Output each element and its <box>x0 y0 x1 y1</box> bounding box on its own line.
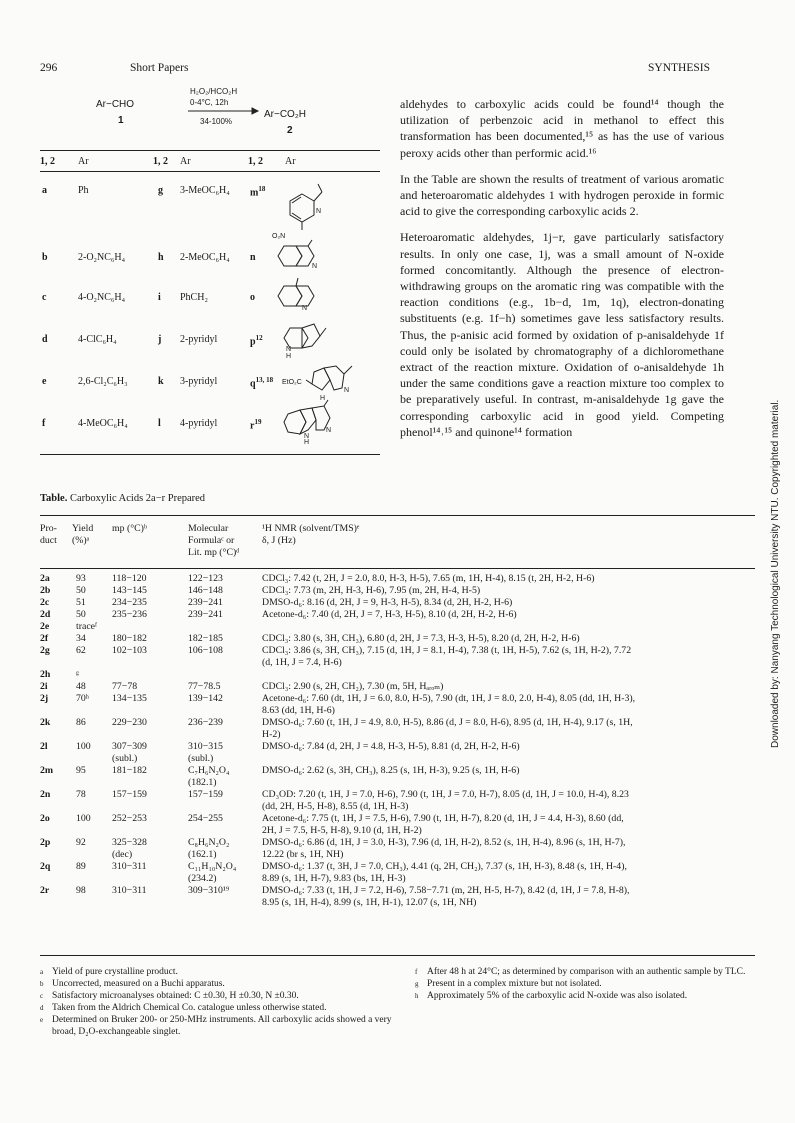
table-cell-product: 2p <box>40 837 51 848</box>
compound-ar: 2-MeOC₆H₄ <box>180 252 230 263</box>
compound-id: n <box>250 252 256 263</box>
table-cell-yield: 51 <box>76 597 86 608</box>
table-cell-mp: 252−253 <box>112 813 147 824</box>
table-cell-mp: 143−145 <box>112 585 147 596</box>
body-paragraph: In the Table are shown the results of treatment of various aromatic and heteroaromatic aldehydes 1 with hydrogen peroxide in formic acid to give the corresponding carboxylic acids 2. <box>400 171 724 219</box>
table-cell-mp: 118−120 <box>112 573 147 584</box>
table-cell-nmr: Acetone-d₆: 7.75 (t, 1H, J = 7.5, H-6), 7.90 (t, 1H, H-7), 8.20 (d, 1H, J = 4.4, H-3), 8.60 (dd, 2H, J = 7.5, H-5, H-8), 9.10 (d, 1H, H-2) <box>262 813 624 836</box>
table-body <box>40 573 755 953</box>
footnote <box>40 990 395 1002</box>
table-cell-mp: 102−103 <box>112 645 147 656</box>
table-cell-yield: 86 <box>76 717 86 728</box>
compound-id: $m^{18}$ <box>250 185 266 199</box>
footnote <box>40 966 395 978</box>
download-watermark: Downloaded by: Nanyang Technological University NTU. Copyrighted material. <box>770 399 781 748</box>
compound-id: a <box>42 185 47 196</box>
compound-id: f <box>42 418 46 429</box>
azaindole-ester-structure <box>306 360 366 402</box>
compound-id: h <box>158 252 164 263</box>
compound-id: g <box>158 185 163 196</box>
table-cell-mp: 310−311 <box>112 885 147 896</box>
table-cell-mp: 180−182 <box>112 633 147 644</box>
svg-text:N: N <box>302 305 308 312</box>
scheme-product: Ar−CO₂H <box>264 109 306 120</box>
table-cell-product: 2i <box>40 681 48 692</box>
footnote <box>40 1014 395 1038</box>
body-text-column <box>400 96 724 440</box>
table-cell-yield: 62 <box>76 645 86 656</box>
table-cell-mp: 181−182 <box>112 765 147 776</box>
col-header-3: 1, 2 <box>153 156 168 167</box>
compound-ar: 2-O₂NC₆H₄ <box>78 252 126 263</box>
col-header-2: Ar <box>78 156 89 167</box>
table-cell-formula: 139−142 <box>188 693 223 704</box>
table-cell-product: 2n <box>40 789 51 800</box>
table-caption: Table. Carboxylic Acids 2a−r Prepared <box>40 493 206 504</box>
compound-ar: Ph <box>78 185 89 196</box>
table-cell-formula: C₇H₆N₂O₄ (182.1) <box>188 765 230 788</box>
table-cell-mp: 157−159 <box>112 789 147 800</box>
footnote-text: Yield of pure crystalline product. <box>52 967 178 977</box>
table-cell-nmr: CDCl₃: 2.90 (s, 2H, CH₂), 7.30 (m, 5H, Hₐᵣₒₘ) <box>262 681 444 692</box>
svg-text:N: N <box>326 427 332 434</box>
footnote <box>415 966 755 978</box>
svg-text:N: N <box>304 433 310 440</box>
table-cell-mp: 77−78 <box>112 681 138 692</box>
table-cell-product: 2q <box>40 861 51 872</box>
footnote <box>415 990 755 1002</box>
footnotes-right <box>415 966 755 1002</box>
table-cell-product: 2o <box>40 813 50 824</box>
svg-text:N: N <box>286 346 292 353</box>
footnote-mark: d <box>40 1004 44 1012</box>
table-cell-yield: 93 <box>76 573 86 584</box>
indole-structure <box>282 318 342 358</box>
compound-ar: 4-ClC₆H₄ <box>78 334 117 345</box>
table-cell-yield: 100 <box>76 741 91 752</box>
col-header-6: Ar <box>285 156 296 167</box>
table-cell-product: 2k <box>40 717 51 728</box>
table-cell-nmr: Acetone-d₆: 7.40 (d, 2H, J = 7, H-3, H-5), 8.10 (d, 2H, H-2, H-6) <box>262 609 517 620</box>
body-paragraph: aldehydes to carboxylic acids could be found¹⁴ though the utilization of perbenzoic acid in methanol to effect this transformation has been documented,¹⁵ as has the use of various peroxy acids other than performic acid.¹⁶ <box>400 97 724 160</box>
compound-ar: PhCH₂ <box>180 292 208 303</box>
table-cell-formula: 239−241 <box>188 597 223 608</box>
svg-text:N: N <box>316 208 322 215</box>
table-cell-formula: 310−315 (subl.) <box>188 741 223 764</box>
header-formula: Molecular Formulaᶜ or Lit. mp (°C)ᵈ <box>188 523 240 558</box>
footnote-text: Present in a complex mixture but not isolated. <box>427 979 602 989</box>
compound-ar: 4-O₂NC₆H₄ <box>78 292 126 303</box>
footnotes-left <box>40 966 395 1038</box>
svg-text:H: H <box>286 353 292 360</box>
table-cell-yield: 100 <box>76 813 91 824</box>
compound-ar: 4-pyridyl <box>180 418 218 429</box>
col-header-5: 1, 2 <box>248 156 263 167</box>
table-cell-mp: 310−311 <box>112 861 147 872</box>
table-cell-yield: 50 <box>76 585 86 596</box>
table-cell-yield: 50 <box>76 609 86 620</box>
table-cell-nmr: DMSO-d₆: 7.33 (t, 1H, J = 7.2, H-6), 7.58−7.71 (m, 2H, H-5, H-7), 8.42 (d, 1H, J = 7.8, H-8), 8.95 (s, 1H, H-4), 8.99 (s, 1H, H-1), 12.07 (s, 1H, NH) <box>262 885 630 908</box>
svg-text:N: N <box>344 387 350 394</box>
table-cell-mp: 229−230 <box>112 717 147 728</box>
table-cell-formula: C₁₁H₁₀N₂O₄ (234.2) <box>188 861 237 884</box>
table-header-rule <box>40 568 755 569</box>
compound-id: k <box>158 376 164 387</box>
table-cell-nmr: CDCl₃: 7.42 (t, 2H, J = 2.0, 8.0, H-3, H-5), 7.65 (m, 1H, H-4), 8.15 (t, 2H, H-2, H-6) <box>262 573 595 584</box>
table-cell-mp: 325−328 (dec) <box>112 837 147 860</box>
compound-ar: 4-MeOC₆H₄ <box>78 418 128 429</box>
table-cell-formula: 146−148 <box>188 585 223 596</box>
table-cell-product: 2e <box>40 621 50 632</box>
table-cell-nmr: CD₃OD: 7.20 (t, 1H, J = 7.0, H-6), 7.90 (t, 1H, J = 7.0, H-7), 8.05 (d, 1H, J = 10.0, H-4), 8.23 (dd, 2H, H-5, H-8), 8.55 (d, 1H, H-3) <box>262 789 629 812</box>
structure-label: EtO₂C <box>282 379 302 386</box>
table-top-rule <box>40 515 755 516</box>
compound-id: c <box>42 292 47 303</box>
footnote-text: Satisfactory microanalyses obtained: C ±0.30, H ±0.30, N ±0.30. <box>52 991 299 1001</box>
scheme-conditions: 0-4°C, 12h <box>190 98 229 107</box>
scheme-arrow <box>188 108 258 114</box>
table-cell-formula: 77−78.5 <box>188 681 221 692</box>
table-cell-product: 2c <box>40 597 50 608</box>
table-cell-product: 2j <box>40 693 49 704</box>
table-cell-nmr: CDCl₃: 3.86 (s, 3H, CH₃), 7.15 (d, 1H, J = 8.1, H-4), 7.38 (t, 1H, H-5), 7.62 (s, 1H, H-2), 7.72 (d, 1H, J = 7.4, H-6) <box>262 645 632 668</box>
table-cell-formula: 236−239 <box>188 717 223 728</box>
header-nmr: ¹H NMR (solvent/TMS)ᵉ δ, J (Hz) <box>262 523 360 546</box>
table-cell-mp: 134−135 <box>112 693 147 704</box>
footnote-text: Taken from the Aldrich Chemical Co. catalogue unless otherwise stated. <box>52 1003 327 1013</box>
table-cell-yield: 70ʰ <box>76 693 89 704</box>
table-cell-formula: 254−255 <box>188 813 223 824</box>
structure-label: O₂N <box>272 233 286 240</box>
table-cell-product: 2b <box>40 585 51 596</box>
footnote-mark: b <box>40 980 44 988</box>
table-cell-formula: 106−108 <box>188 645 223 656</box>
table-cell-formula: 157−159 <box>188 789 223 800</box>
footnote-mark: c <box>40 992 44 1000</box>
isoquinoline-structure <box>272 278 342 312</box>
svg-text:H: H <box>304 439 310 446</box>
table-cell-formula: 239−241 <box>188 609 223 620</box>
table-cell-nmr: DMSO-d₆: 2.62 (s, 3H, CH₃), 8.25 (s, 1H, H-3), 9.25 (s, 1H, H-6) <box>262 765 520 776</box>
footnote-mark: e <box>40 1016 44 1024</box>
scheme-reactant-number: 1 <box>118 115 124 126</box>
scheme-product-number: 2 <box>287 125 293 136</box>
table-cell-yield: 89 <box>76 861 86 872</box>
table-bottom-rule <box>40 955 755 956</box>
footnote-text: Approximately 5% of the carboxylic acid N-oxide was also isolated. <box>427 991 688 1001</box>
table-cell-product: 2l <box>40 741 48 752</box>
header-yield: Yield (%)ᵃ <box>72 523 94 546</box>
scheme-reagents: H₂O₂/HCO₂H <box>190 87 238 96</box>
compound-id: $q^{13, 18}$ <box>250 376 274 390</box>
table-cell-yield: 48 <box>76 681 86 692</box>
table-cell-mp: 307−309 (subl.) <box>112 741 147 764</box>
compound-ar: 2,6-Cl₂C₆H₃ <box>78 376 128 387</box>
header-mp: mp (°C)ᵇ <box>112 523 147 534</box>
table-cell-yield: ᵍ <box>76 669 79 680</box>
body-paragraph: Heteroaromatic aldehydes, 1j−r, gave particularly satisfactory results. In only one case, 1j, was a small amount of N-oxide formed concomitantly. Although the presence of electron-withdrawing groups on the aromatic ring was compatible with the reaction conditions (e.g., 1b−d, 1m, 1q), electron-donating substituents (e.g. 1f−h) sometimes gave less satisfactory results. Thus, the p-anisic acid formed by oxidation of p-anisaldehyde 1f could only be isolated by chromatography of a dichloromethane extract of the reaction mixture. Oxidation of o-anisaldehyde 1h under the same conditions gave a reaction mixture too complex to be preparatively useful. In contrast, m-anisaldehyde 1g gave the corresponding carboxylic acid in good yield. Competing phenol¹⁴˒¹⁵ and quinone¹⁴ formation <box>400 230 724 439</box>
table-cell-yield: 34 <box>76 633 86 644</box>
compound-id: $r^{19}$ <box>250 418 262 432</box>
journal-name: SYNTHESIS <box>648 62 710 74</box>
table-cell-yield: 95 <box>76 765 86 776</box>
table-cell-formula: 122−123 <box>188 573 223 584</box>
table-cell-product: 2m <box>40 765 54 776</box>
table-cell-nmr: CDCl₃: 7.73 (m, 2H, H-3, H-6), 7.95 (m, 2H, H-4, H-5) <box>262 585 481 596</box>
footnote <box>415 978 755 990</box>
carboline-structure <box>282 400 352 450</box>
table-cell-yield: 98 <box>76 885 86 896</box>
svg-text:H: H <box>320 395 326 402</box>
compound-id: j <box>158 334 162 345</box>
compound-id: o <box>250 292 255 303</box>
compound-list-top-rule <box>40 150 380 151</box>
table-cell-nmr: CDCl₃: 3.80 (s, 3H, CH₃), 6.80 (d, 2H, J = 7.3, H-3, H-5), 8.20 (d, 2H, H-2, H-6) <box>262 633 580 644</box>
compound-ar: 3-pyridyl <box>180 376 218 387</box>
table-cell-formula: 182−185 <box>188 633 223 644</box>
table-cell-yield: 78 <box>76 789 86 800</box>
compound-id: d <box>42 334 48 345</box>
table-cell-formula: 309−310¹⁹ <box>188 885 230 896</box>
footnote-mark: f <box>415 968 418 976</box>
compound-list-bottom-rule <box>40 454 380 455</box>
footnote <box>40 978 395 990</box>
svg-text:N: N <box>312 263 318 270</box>
table-cell-product: 2g <box>40 645 50 656</box>
section-title: Short Papers <box>130 62 189 74</box>
table-cell-product: 2a <box>40 573 50 584</box>
footnote-mark: h <box>415 992 419 1000</box>
header-product: Pro- duct <box>40 523 57 546</box>
footnote-text: Uncorrected, measured on a Buchi apparatus. <box>52 979 225 989</box>
footnote-mark: g <box>415 980 419 988</box>
col-header-1: 1, 2 <box>40 156 55 167</box>
table-cell-formula: C₈H₆N₂O₂ (162.1) <box>188 837 230 860</box>
compound-id: $p^{12}$ <box>250 334 263 348</box>
table-cell-nmr: DMSO-d₆: 7.60 (t, 1H, J = 4.9, 8.0, H-5), 8.86 (d, J = 8.0, H-6), 8.95 (d, 1H, H-4), 9.17 (s, 1H, H-2) <box>262 717 633 740</box>
nitropyridine-structure <box>282 180 332 236</box>
table-cell-product: 2r <box>40 885 50 896</box>
footnote-text: Determined on Bruker 200- or 250-MHz instruments. All carboxylic acids showed a very broad, D₂O-exchangeable singlet. <box>52 1015 392 1037</box>
table-cell-yield: 92 <box>76 837 86 848</box>
footnote <box>40 1002 395 1014</box>
compound-ar: 3-MeOC₆H₄ <box>180 185 230 196</box>
table-cell-mp: 235−236 <box>112 609 147 620</box>
scheme-reactant: Ar−CHO <box>96 99 135 110</box>
col-header-4: Ar <box>180 156 191 167</box>
footnote-text: After 48 h at 24°C; as determined by comparison with an authentic sample by TLC. <box>427 967 746 977</box>
compound-id: i <box>158 292 161 303</box>
table-cell-yield: traceᶠ <box>76 621 98 632</box>
table-cell-nmr: Acetone-d₆: 7.60 (dt, 1H, J = 6.0, 8.0, H-5), 7.90 (dt, 1H, J = 8.0, 2.0, H-4), 8.05 (dd, 1H, H-3), 8.63 (dd, 1H, H-6) <box>262 693 636 716</box>
table-cell-nmr: DMSO-d₆: 7.84 (d, 2H, J = 4.8, H-3, H-5), 8.81 (d, 2H, H-2, H-6) <box>262 741 520 752</box>
quinoline-structure <box>272 240 342 272</box>
compound-ar: 2-pyridyl <box>180 334 218 345</box>
table-cell-product: 2d <box>40 609 51 620</box>
table-cell-nmr: DMSO-d₆: 6.86 (d, 1H, J = 3.0, H-3), 7.96 (d, 1H, H-2), 8.52 (s, 1H, H-4), 8.96 (s, 1H, H-7), 12.22 (br s, 1H, NH) <box>262 837 626 860</box>
compound-id: b <box>42 252 48 263</box>
table-cell-product: 2h <box>40 669 51 680</box>
footnote-mark: a <box>40 968 44 976</box>
compound-id: l <box>158 418 161 429</box>
page-number: 296 <box>40 62 58 74</box>
compound-list-header-rule <box>40 171 380 172</box>
table-cell-mp: 234−235 <box>112 597 147 608</box>
compound-id: e <box>42 376 47 387</box>
scheme-yield: 34-100% <box>200 117 233 126</box>
table-cell-product: 2f <box>40 633 49 644</box>
table-cell-nmr: DMSO-d₆: 1.37 (t, 3H, J = 7.0, CH₃), 4.41 (q, 2H, CH₂), 7.37 (s, 1H, H-3), 8.48 (s, 1H, H-4), 8.89 (s, 1H, H-7), 9.83 (bs, 1H, H-3) <box>262 861 627 884</box>
table-cell-nmr: DMSO-d₆: 8.16 (d, 2H, J = 9, H-3, H-5), 8.34 (d, 2H, H-2, H-6) <box>262 597 513 608</box>
